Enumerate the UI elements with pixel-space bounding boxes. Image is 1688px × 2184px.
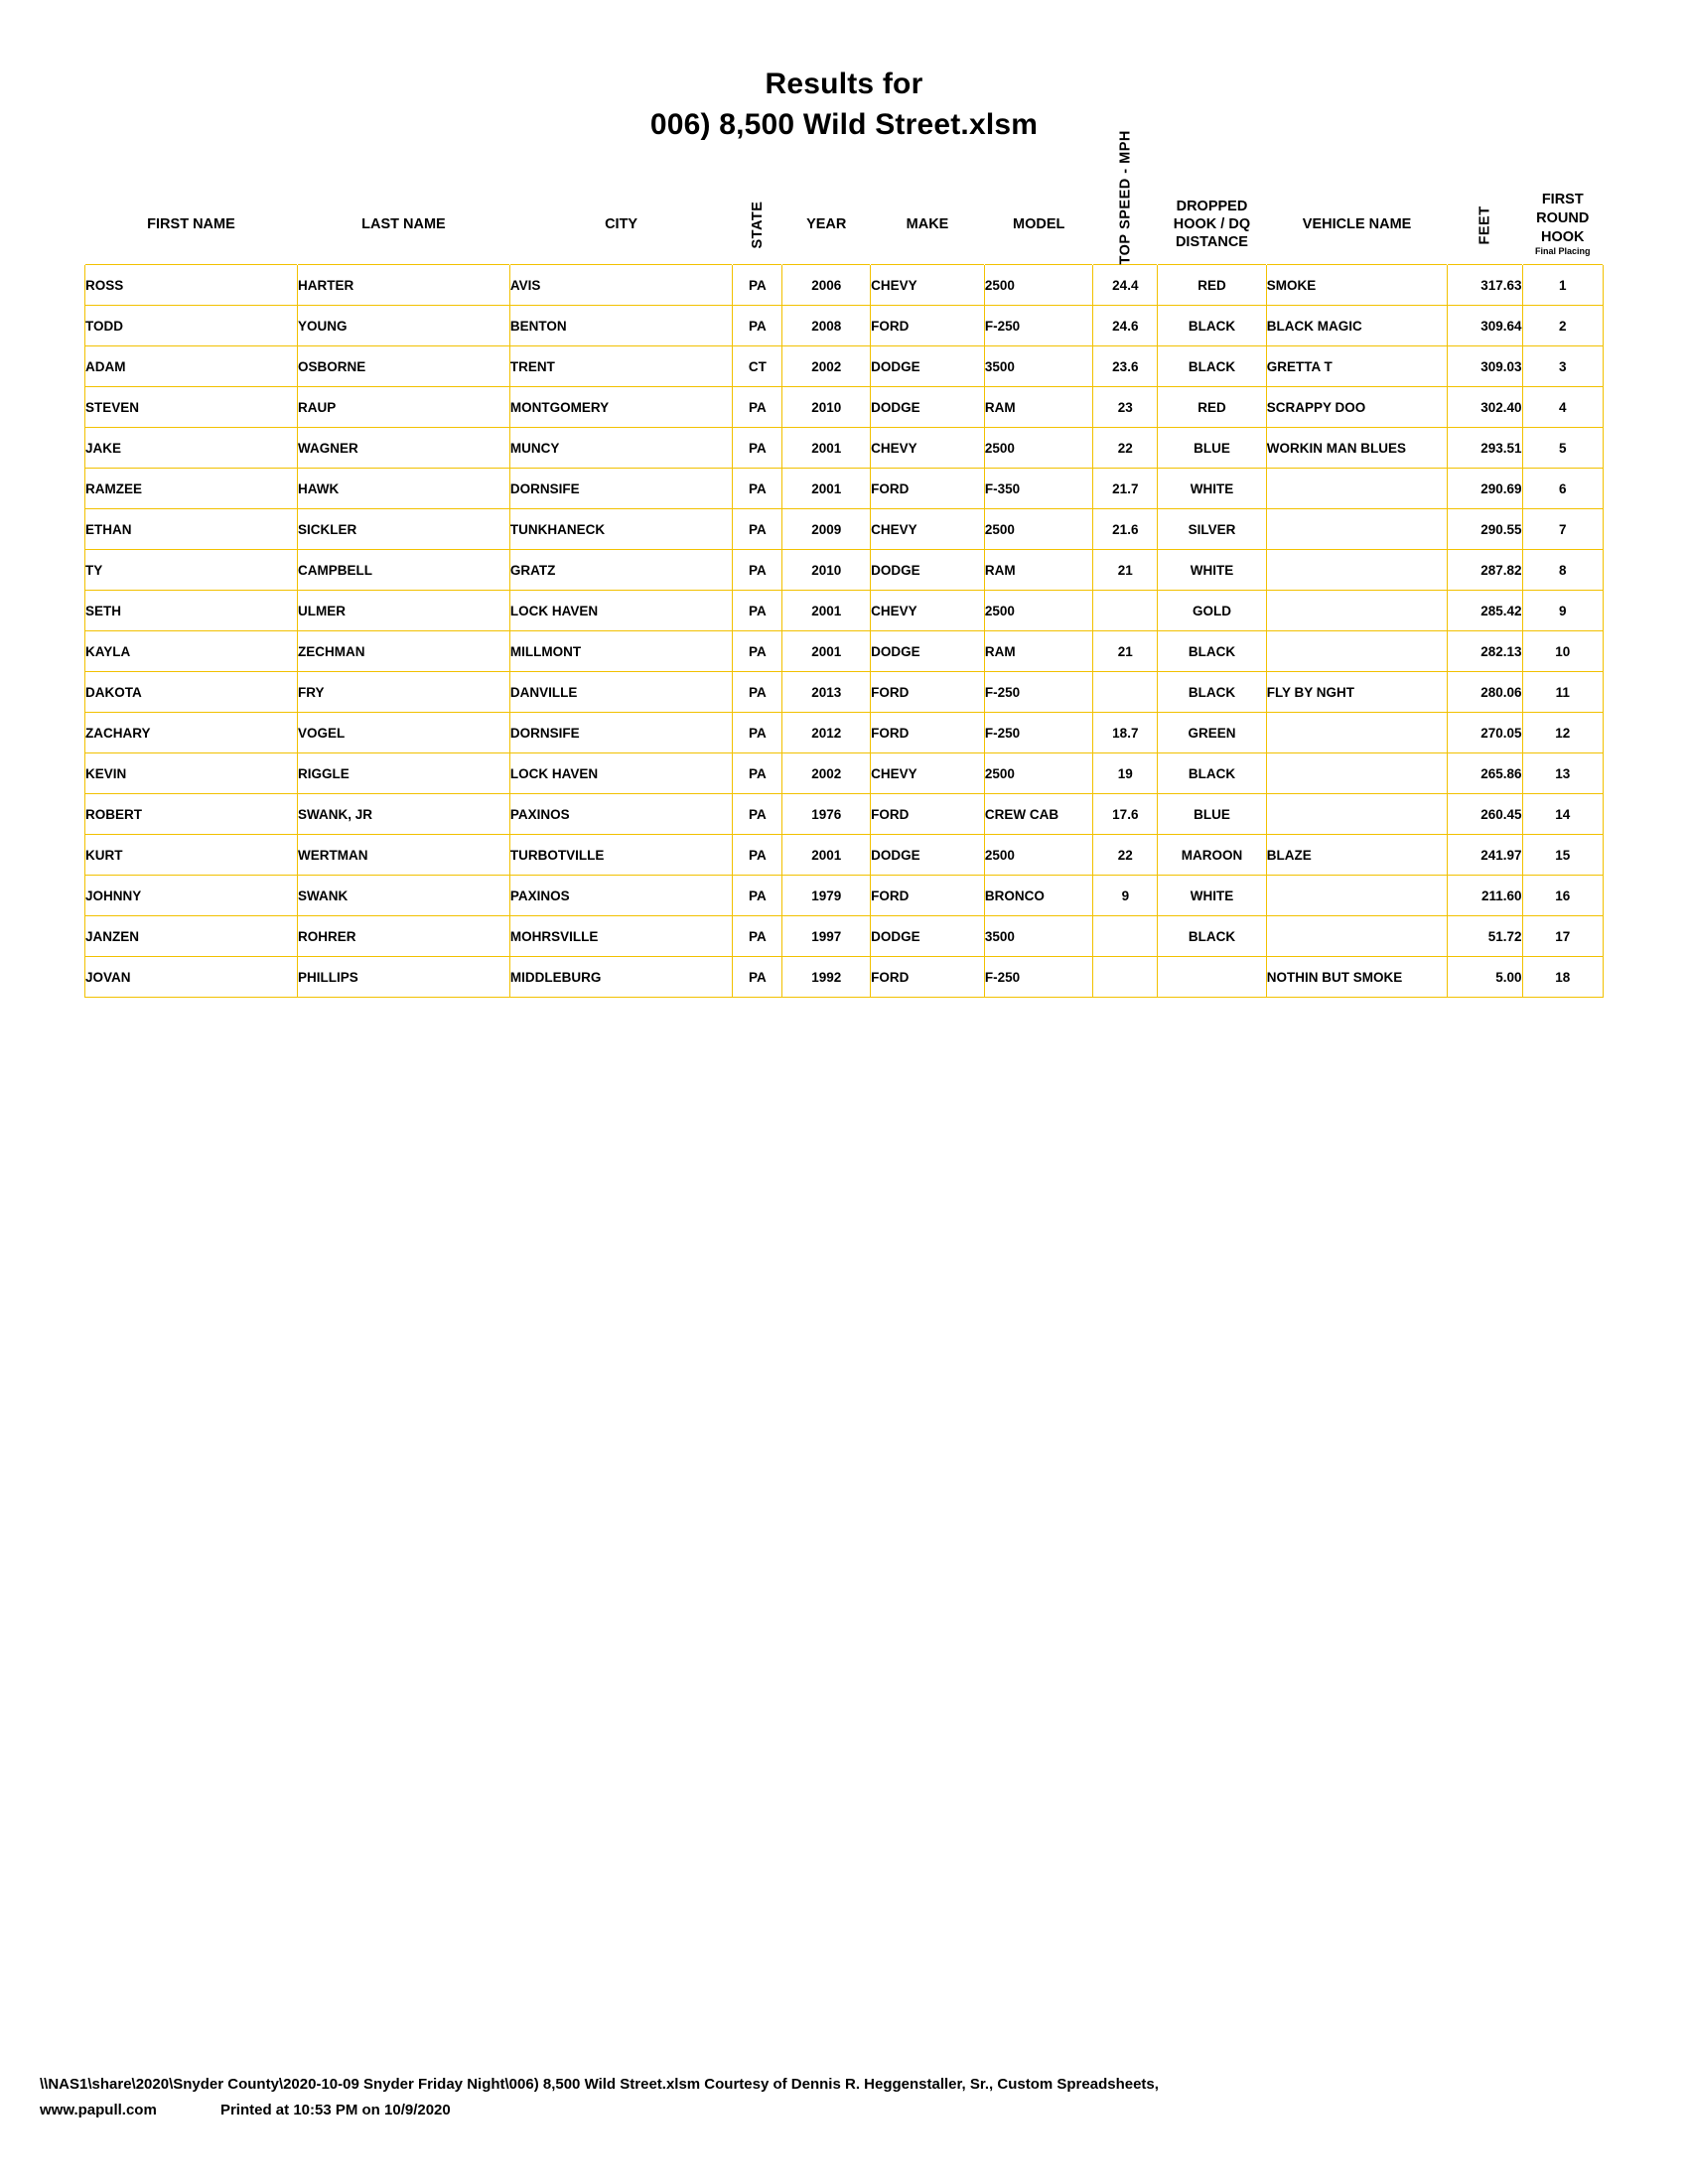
cell-state: PA <box>733 469 782 509</box>
cell-last-name: ZECHMAN <box>297 631 509 672</box>
table-row <box>85 550 1604 591</box>
cell-vehicle-name <box>1266 794 1448 835</box>
cell-state: PA <box>733 835 782 876</box>
cell-city: MIDDLEBURG <box>509 957 732 998</box>
cell-vehicle-name <box>1266 550 1448 591</box>
cell-state: PA <box>733 713 782 753</box>
cell-make: FORD <box>871 713 985 753</box>
cell-last-name: SWANK <box>297 876 509 916</box>
cell-model: 3500 <box>984 916 1093 957</box>
cell-model: F-250 <box>984 306 1093 346</box>
column-header-first-name: FIRST NAME <box>85 185 298 265</box>
cell-year: 2002 <box>782 753 871 794</box>
cell-state: PA <box>733 916 782 957</box>
cell-last-name: RAUP <box>297 387 509 428</box>
cell-state: PA <box>733 591 782 631</box>
table-row <box>85 387 1604 428</box>
table-row <box>85 306 1604 346</box>
cell-state: PA <box>733 509 782 550</box>
cell-top-speed <box>1093 591 1158 631</box>
cell-dropped-hook: WHITE <box>1158 876 1267 916</box>
cell-year: 2010 <box>782 387 871 428</box>
column-header-state: STATE <box>733 185 782 265</box>
cell-top-speed: 9 <box>1093 876 1158 916</box>
cell-make: DODGE <box>871 346 985 387</box>
column-header-top-speed <box>1093 130 1158 265</box>
table-header <box>85 130 1604 265</box>
cell-feet: 293.51 <box>1448 428 1522 469</box>
cell-final-placing: 2 <box>1522 306 1603 346</box>
cell-city: TURBOTVILLE <box>509 835 732 876</box>
cell-feet: 290.69 <box>1448 469 1522 509</box>
cell-top-speed: 23 <box>1093 387 1158 428</box>
cell-make: DODGE <box>871 631 985 672</box>
table-row <box>85 753 1604 794</box>
cell-top-speed: 23.6 <box>1093 346 1158 387</box>
cell-city: TUNKHANECK <box>509 509 732 550</box>
cell-feet: 317.63 <box>1448 265 1522 306</box>
cell-first-name: JAKE <box>85 428 298 469</box>
cell-first-name: RAMZEE <box>85 469 298 509</box>
cell-vehicle-name <box>1266 753 1448 794</box>
cell-dropped-hook: BLUE <box>1158 794 1267 835</box>
cell-make: CHEVY <box>871 428 985 469</box>
cell-dropped-hook: RED <box>1158 387 1267 428</box>
cell-first-name: TODD <box>85 306 298 346</box>
cell-first-name: ADAM <box>85 346 298 387</box>
cell-dropped-hook: BLACK <box>1158 672 1267 713</box>
cell-model: F-350 <box>984 469 1093 509</box>
cell-make: CHEVY <box>871 591 985 631</box>
cell-vehicle-name <box>1266 713 1448 753</box>
cell-make: FORD <box>871 876 985 916</box>
cell-model: 2500 <box>984 428 1093 469</box>
cell-make: FORD <box>871 957 985 998</box>
cell-final-placing: 17 <box>1522 916 1603 957</box>
cell-state: CT <box>733 346 782 387</box>
cell-state: PA <box>733 794 782 835</box>
table-row <box>85 916 1604 957</box>
cell-vehicle-name <box>1266 591 1448 631</box>
cell-feet: 282.13 <box>1448 631 1522 672</box>
cell-vehicle-name: SMOKE <box>1266 265 1448 306</box>
cell-make: FORD <box>871 469 985 509</box>
cell-dropped-hook: BLACK <box>1158 306 1267 346</box>
cell-last-name: RIGGLE <box>297 753 509 794</box>
cell-vehicle-name <box>1266 631 1448 672</box>
cell-dropped-hook: WHITE <box>1158 550 1267 591</box>
cell-top-speed: 21 <box>1093 631 1158 672</box>
cell-year: 2008 <box>782 306 871 346</box>
cell-model: CREW CAB <box>984 794 1093 835</box>
cell-last-name: HARTER <box>297 265 509 306</box>
cell-last-name: SICKLER <box>297 509 509 550</box>
cell-state: PA <box>733 306 782 346</box>
cell-make: FORD <box>871 306 985 346</box>
cell-vehicle-name: WORKIN MAN BLUES <box>1266 428 1448 469</box>
column-header-feet: FEET <box>1448 185 1522 265</box>
cell-last-name: VOGEL <box>297 713 509 753</box>
column-header-dropped-hook <box>1158 185 1267 265</box>
cell-last-name: FRY <box>297 672 509 713</box>
cell-feet: 260.45 <box>1448 794 1522 835</box>
footer-second-line <box>40 2098 1648 2123</box>
column-header-final-placing <box>1522 185 1603 265</box>
cell-last-name: ROHRER <box>297 916 509 957</box>
cell-vehicle-name: SCRAPPY DOO <box>1266 387 1448 428</box>
cell-first-name: JANZEN <box>85 916 298 957</box>
cell-feet: 290.55 <box>1448 509 1522 550</box>
cell-top-speed: 21.6 <box>1093 509 1158 550</box>
page-footer <box>40 2072 1648 2122</box>
cell-top-speed: 19 <box>1093 753 1158 794</box>
cell-city: MONTGOMERY <box>509 387 732 428</box>
cell-top-speed: 21.7 <box>1093 469 1158 509</box>
cell-model: 2500 <box>984 591 1093 631</box>
cell-city: DANVILLE <box>509 672 732 713</box>
cell-final-placing: 9 <box>1522 591 1603 631</box>
table-row <box>85 265 1604 306</box>
cell-model: 2500 <box>984 753 1093 794</box>
cell-year: 1992 <box>782 957 871 998</box>
results-table <box>84 130 1604 998</box>
cell-city: BENTON <box>509 306 732 346</box>
cell-city: DORNSIFE <box>509 469 732 509</box>
cell-top-speed: 21 <box>1093 550 1158 591</box>
table-row <box>85 713 1604 753</box>
cell-state: PA <box>733 550 782 591</box>
cell-vehicle-name <box>1266 469 1448 509</box>
cell-model: F-250 <box>984 713 1093 753</box>
cell-vehicle-name: NOTHIN BUT SMOKE <box>1266 957 1448 998</box>
cell-final-placing: 6 <box>1522 469 1603 509</box>
cell-vehicle-name <box>1266 916 1448 957</box>
cell-city: GRATZ <box>509 550 732 591</box>
dropped-line-2: HOOK / DQ <box>1173 215 1251 232</box>
cell-last-name: HAWK <box>297 469 509 509</box>
cell-make: CHEVY <box>871 509 985 550</box>
cell-dropped-hook: BLACK <box>1158 753 1267 794</box>
column-header-make: MAKE <box>871 185 985 265</box>
cell-year: 1979 <box>782 876 871 916</box>
top-speed-line-2: SPEED <box>1117 178 1134 229</box>
cell-vehicle-name <box>1266 509 1448 550</box>
cell-final-placing: 4 <box>1522 387 1603 428</box>
top-speed-line-3: - MPH <box>1117 130 1134 174</box>
cell-final-placing: 14 <box>1522 794 1603 835</box>
cell-last-name: OSBORNE <box>297 346 509 387</box>
table-row <box>85 346 1604 387</box>
cell-model: RAM <box>984 631 1093 672</box>
cell-final-placing: 8 <box>1522 550 1603 591</box>
cell-city: MILLMONT <box>509 631 732 672</box>
column-header-year: YEAR <box>782 185 871 265</box>
cell-last-name: ULMER <box>297 591 509 631</box>
cell-state: PA <box>733 876 782 916</box>
table-row <box>85 876 1604 916</box>
cell-last-name: PHILLIPS <box>297 957 509 998</box>
cell-dropped-hook: BLUE <box>1158 428 1267 469</box>
cell-first-name: ZACHARY <box>85 713 298 753</box>
column-header-last-name: LAST NAME <box>297 185 509 265</box>
placing-line-2: HOOK <box>1541 228 1585 245</box>
cell-last-name: CAMPBELL <box>297 550 509 591</box>
cell-city: TRENT <box>509 346 732 387</box>
cell-make: CHEVY <box>871 265 985 306</box>
cell-model: RAM <box>984 550 1093 591</box>
cell-feet: 211.60 <box>1448 876 1522 916</box>
table-row <box>85 957 1604 998</box>
cell-year: 2001 <box>782 469 871 509</box>
cell-city: LOCK HAVEN <box>509 753 732 794</box>
cell-state: PA <box>733 265 782 306</box>
results-table-container <box>60 130 1628 998</box>
cell-state: PA <box>733 428 782 469</box>
table-row <box>85 428 1604 469</box>
table-row <box>85 794 1604 835</box>
cell-dropped-hook: BLACK <box>1158 916 1267 957</box>
table-row <box>85 835 1604 876</box>
cell-feet: 270.05 <box>1448 713 1522 753</box>
cell-feet: 302.40 <box>1448 387 1522 428</box>
cell-first-name: ETHAN <box>85 509 298 550</box>
cell-city: PAXINOS <box>509 876 732 916</box>
cell-model: 3500 <box>984 346 1093 387</box>
cell-year: 2013 <box>782 672 871 713</box>
cell-year: 2001 <box>782 631 871 672</box>
cell-last-name: SWANK, JR <box>297 794 509 835</box>
cell-vehicle-name: FLY BY NGHT <box>1266 672 1448 713</box>
cell-city: AVIS <box>509 265 732 306</box>
cell-state: PA <box>733 387 782 428</box>
cell-year: 1976 <box>782 794 871 835</box>
cell-model: F-250 <box>984 672 1093 713</box>
cell-final-placing: 12 <box>1522 713 1603 753</box>
cell-city: MOHRSVILLE <box>509 916 732 957</box>
cell-make: FORD <box>871 672 985 713</box>
cell-first-name: JOVAN <box>85 957 298 998</box>
cell-feet: 309.03 <box>1448 346 1522 387</box>
title-line-1: Results for <box>765 68 923 100</box>
cell-dropped-hook: SILVER <box>1158 509 1267 550</box>
column-header-model: MODEL <box>984 185 1093 265</box>
dropped-line-3: DISTANCE <box>1175 234 1248 251</box>
top-speed-line-1: TOP <box>1117 233 1134 265</box>
cell-top-speed: 24.6 <box>1093 306 1158 346</box>
cell-model: 2500 <box>984 265 1093 306</box>
cell-first-name: STEVEN <box>85 387 298 428</box>
cell-final-placing: 18 <box>1522 957 1603 998</box>
cell-top-speed: 22 <box>1093 428 1158 469</box>
cell-feet: 265.86 <box>1448 753 1522 794</box>
cell-dropped-hook: MAROON <box>1158 835 1267 876</box>
cell-vehicle-name: BLACK MAGIC <box>1266 306 1448 346</box>
cell-model: RAM <box>984 387 1093 428</box>
cell-first-name: SETH <box>85 591 298 631</box>
footer-printed-stamp: Printed at 10:53 PM on 10/9/2020 <box>219 2101 451 2118</box>
cell-year: 2006 <box>782 265 871 306</box>
cell-first-name: JOHNNY <box>85 876 298 916</box>
cell-first-name: KURT <box>85 835 298 876</box>
cell-last-name: WAGNER <box>297 428 509 469</box>
cell-city: MUNCY <box>509 428 732 469</box>
cell-feet: 51.72 <box>1448 916 1522 957</box>
cell-vehicle-name <box>1266 876 1448 916</box>
cell-dropped-hook: GOLD <box>1158 591 1267 631</box>
cell-dropped-hook: WHITE <box>1158 469 1267 509</box>
cell-feet: 285.42 <box>1448 591 1522 631</box>
cell-city: PAXINOS <box>509 794 732 835</box>
cell-final-placing: 16 <box>1522 876 1603 916</box>
placing-line-3: Final Placing <box>1535 246 1591 257</box>
cell-top-speed <box>1093 957 1158 998</box>
cell-top-speed <box>1093 916 1158 957</box>
cell-city: DORNSIFE <box>509 713 732 753</box>
cell-final-placing: 3 <box>1522 346 1603 387</box>
cell-feet: 287.82 <box>1448 550 1522 591</box>
cell-feet: 309.64 <box>1448 306 1522 346</box>
cell-year: 2001 <box>782 428 871 469</box>
cell-vehicle-name: BLAZE <box>1266 835 1448 876</box>
table-row <box>85 509 1604 550</box>
cell-year: 2001 <box>782 591 871 631</box>
cell-make: DODGE <box>871 835 985 876</box>
cell-dropped-hook: RED <box>1158 265 1267 306</box>
cell-top-speed <box>1093 672 1158 713</box>
cell-year: 2002 <box>782 346 871 387</box>
cell-make: DODGE <box>871 387 985 428</box>
cell-model: BRONCO <box>984 876 1093 916</box>
cell-final-placing: 1 <box>1522 265 1603 306</box>
cell-make: CHEVY <box>871 753 985 794</box>
cell-make: DODGE <box>871 916 985 957</box>
cell-first-name: ROBERT <box>85 794 298 835</box>
cell-last-name: WERTMAN <box>297 835 509 876</box>
cell-year: 2009 <box>782 509 871 550</box>
table-row <box>85 591 1604 631</box>
page-title <box>60 65 1628 145</box>
cell-model: F-250 <box>984 957 1093 998</box>
cell-vehicle-name: GRETTA T <box>1266 346 1448 387</box>
footer-path-line: \\NAS1\share\2020\Snyder County\2020-10-09 Snyder Friday Night\006) 8,500 Wild Street.xlsm Courtesy of Dennis R. Heggenstaller, Sr., Custom Spreadsheets, <box>40 2076 1159 2093</box>
cell-dropped-hook <box>1158 957 1267 998</box>
cell-top-speed: 18.7 <box>1093 713 1158 753</box>
cell-feet: 5.00 <box>1448 957 1522 998</box>
table-row <box>85 469 1604 509</box>
cell-state: PA <box>733 631 782 672</box>
cell-first-name: TY <box>85 550 298 591</box>
cell-first-name: DAKOTA <box>85 672 298 713</box>
cell-final-placing: 10 <box>1522 631 1603 672</box>
cell-final-placing: 5 <box>1522 428 1603 469</box>
cell-year: 2010 <box>782 550 871 591</box>
cell-year: 2012 <box>782 713 871 753</box>
cell-dropped-hook: BLACK <box>1158 346 1267 387</box>
cell-feet: 280.06 <box>1448 672 1522 713</box>
column-header-vehicle-name: VEHICLE NAME <box>1266 185 1448 265</box>
cell-make: FORD <box>871 794 985 835</box>
cell-final-placing: 13 <box>1522 753 1603 794</box>
cell-top-speed: 17.6 <box>1093 794 1158 835</box>
column-header-city: CITY <box>509 185 732 265</box>
cell-model: 2500 <box>984 835 1093 876</box>
cell-first-name: KAYLA <box>85 631 298 672</box>
table-row <box>85 672 1604 713</box>
cell-first-name: ROSS <box>85 265 298 306</box>
cell-state: PA <box>733 753 782 794</box>
footer-website: www.papull.com <box>40 2101 157 2118</box>
placing-line-1: FIRST ROUND <box>1536 191 1590 226</box>
cell-top-speed: 22 <box>1093 835 1158 876</box>
cell-feet: 241.97 <box>1448 835 1522 876</box>
cell-make: DODGE <box>871 550 985 591</box>
cell-city: LOCK HAVEN <box>509 591 732 631</box>
cell-dropped-hook: BLACK <box>1158 631 1267 672</box>
cell-year: 2001 <box>782 835 871 876</box>
dropped-line-1: DROPPED <box>1176 198 1248 214</box>
cell-final-placing: 11 <box>1522 672 1603 713</box>
cell-dropped-hook: GREEN <box>1158 713 1267 753</box>
cell-state: PA <box>733 957 782 998</box>
cell-year: 1997 <box>782 916 871 957</box>
cell-final-placing: 15 <box>1522 835 1603 876</box>
table-header-row <box>85 185 1604 265</box>
cell-first-name: KEVIN <box>85 753 298 794</box>
cell-last-name: YOUNG <box>297 306 509 346</box>
cell-model: 2500 <box>984 509 1093 550</box>
table-body <box>85 265 1604 998</box>
table-row <box>85 631 1604 672</box>
title-line-2: 006) 8,500 Wild Street.xlsm <box>649 107 1039 141</box>
cell-final-placing: 7 <box>1522 509 1603 550</box>
cell-top-speed: 24.4 <box>1093 265 1158 306</box>
cell-state: PA <box>733 672 782 713</box>
